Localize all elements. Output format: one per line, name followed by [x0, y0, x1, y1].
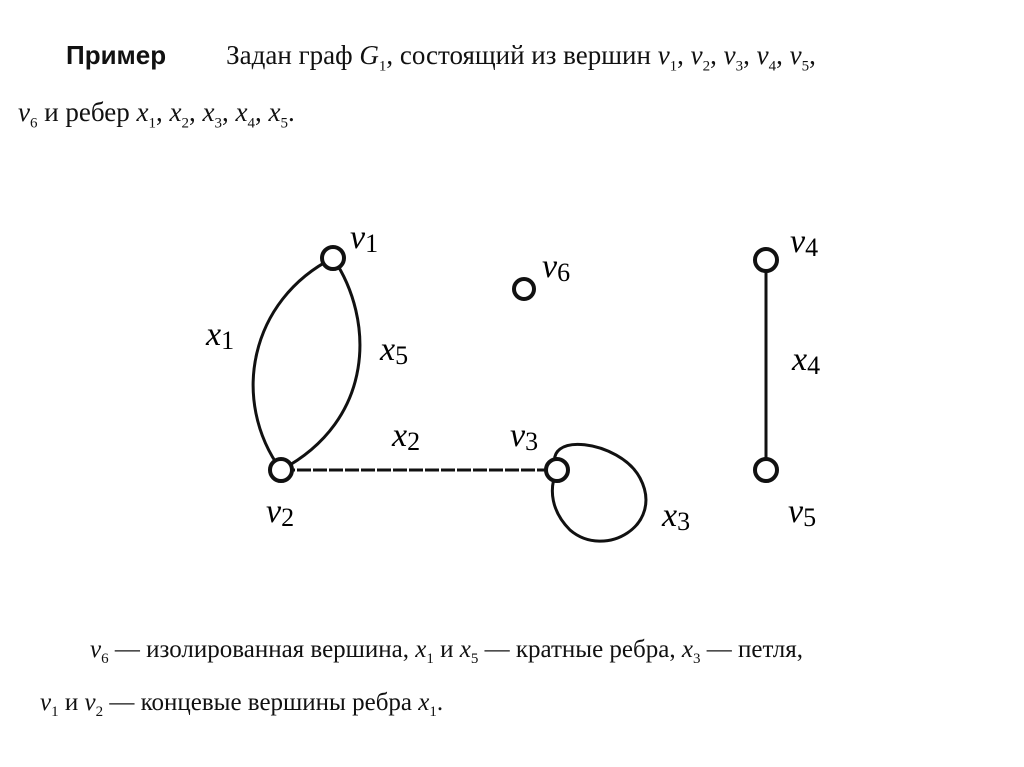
loop-text: — петля,	[700, 636, 803, 663]
vertex-v3	[546, 459, 568, 481]
isolated-vertex: v	[90, 636, 102, 663]
intro-vertex-sub: 6	[29, 115, 38, 132]
vertex-v4	[755, 249, 777, 271]
intro-edge: x	[202, 97, 215, 128]
vertex-label-v3: v3	[510, 417, 539, 456]
vertex-v2	[270, 459, 292, 481]
edge-label-x1: x1	[206, 316, 235, 355]
intro-edge: x	[136, 97, 149, 128]
intro-edge-sub: 3	[214, 115, 222, 132]
intro-edge: x	[268, 97, 281, 128]
end-vertex-2-sub: 2	[95, 704, 104, 720]
and-text-1: и	[433, 636, 460, 663]
graph-name: G	[359, 40, 379, 70]
intro-vertex: v	[756, 40, 769, 70]
isolated-text: — изолированная вершина,	[108, 636, 416, 663]
explanation-paragraph	[40, 628, 1010, 734]
intro-vertex: v	[657, 40, 670, 70]
intro-vertex-sub: 4	[768, 58, 777, 75]
intro-text-before: Задан граф	[226, 40, 360, 70]
intro-vertex-sub: 3	[735, 58, 744, 75]
intro-vertex: v	[723, 40, 736, 70]
multiple-edge-1-sub: 1	[426, 651, 434, 667]
vertex-label-v6: v6	[542, 248, 571, 287]
vertex-v1	[322, 247, 344, 269]
edge-label-x3: x3	[662, 497, 691, 536]
edge-ref: x	[418, 689, 430, 716]
intro-vertex: v	[690, 40, 703, 70]
intro-text-middle: , состоящий из вершин	[386, 40, 658, 70]
intro-vertex: v	[789, 40, 802, 70]
multiple-edge-2: x	[459, 636, 471, 663]
vertex-label-v5: v5	[788, 493, 817, 532]
intro-edge: x	[235, 97, 248, 128]
intro-vertex: v	[18, 97, 30, 128]
intro-edge-sub: 1	[148, 115, 157, 132]
intro-and-edges: и ребер	[37, 97, 137, 128]
loop-edge: x	[681, 636, 693, 663]
vertex-v5	[755, 459, 777, 481]
intro-edge-sub: 5	[280, 115, 288, 132]
vertex-label-v4: v4	[790, 223, 819, 262]
edge-label-x2: x2	[392, 417, 421, 456]
vertex-v6	[514, 279, 534, 299]
intro-paragraph: Пример Задан граф $G_1$, состоящий из вершин $v_1$, $v_2$, $v_3$, $v_4$, $v_5$, $v_6$ и ребер $x_1$, $x_2$, $x_3$, $x_4$, $x_5$.	[18, 32, 1008, 147]
end-vertex-1-sub: 1	[51, 704, 59, 720]
multiple-edge-2-sub: 5	[470, 651, 479, 667]
multiple-text: — кратные ребра,	[478, 636, 682, 663]
intro-edge: x	[169, 97, 182, 128]
loop-edge-sub: 3	[692, 651, 701, 667]
vertex-label-v1: v1	[350, 219, 379, 258]
multiple-edge-1: x	[415, 636, 427, 663]
edge-x5	[281, 258, 360, 470]
intro-edge-sub: 4	[247, 115, 255, 132]
example-heading: Пример	[66, 40, 167, 70]
intro-vertex-sub: 5	[801, 58, 810, 75]
graph-name-sub: 1	[378, 58, 387, 75]
edge-x3	[552, 444, 646, 541]
end-vertex-1: v	[40, 689, 52, 716]
and-text-2: и	[58, 689, 85, 716]
end-vertices-text: — концевые вершины ребра	[103, 689, 419, 716]
edge-x1	[253, 258, 333, 470]
end-vertex-2: v	[84, 689, 96, 716]
intro-vertex-sub: 1	[669, 58, 678, 75]
edge-label-x4: x4	[792, 341, 821, 380]
intro-vertex-sub: 2	[702, 58, 711, 75]
edge-label-x5: x5	[380, 331, 409, 370]
intro-edge-sub: 2	[181, 115, 190, 132]
vertex-label-v2: v2	[266, 493, 295, 532]
period: .	[436, 689, 444, 716]
edge-ref-sub: 1	[429, 704, 437, 720]
isolated-vertex-sub: 6	[101, 651, 109, 667]
